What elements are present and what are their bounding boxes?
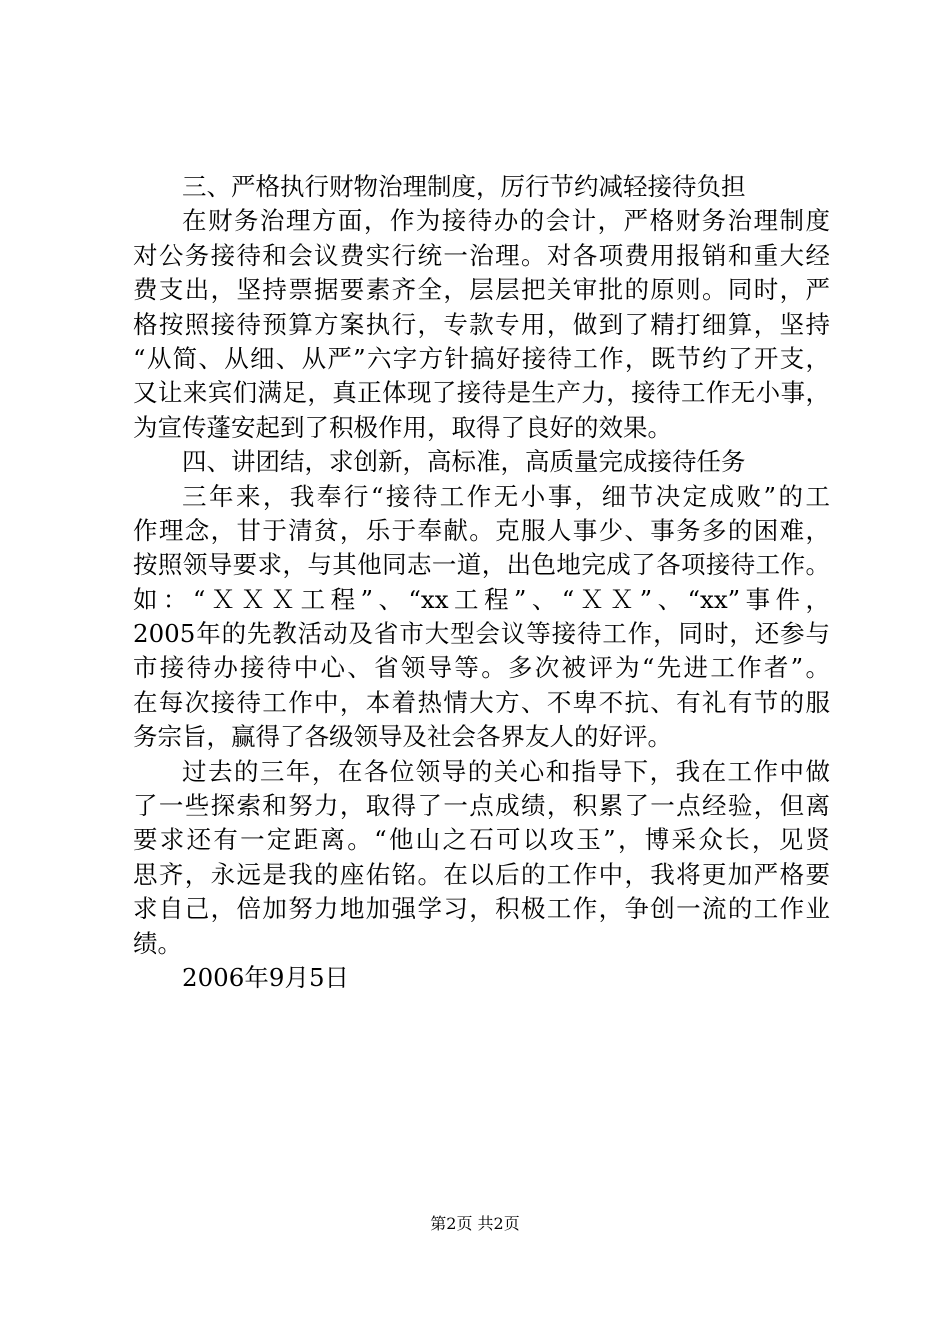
text-line: 作理念，甘于清贫，乐于奉献。克服人事少、事务多的困难，	[133, 515, 830, 545]
text-line: 了一些探索和努力，取得了一点成绩，积累了一点经验，但离	[133, 791, 830, 821]
text-line: 市接待办接待中心、省领导等。多次被评为“先进工作者”。	[133, 653, 830, 683]
text-line: 务宗旨，赢得了各级领导及社会各界友人的好评。	[133, 722, 672, 752]
text-line: 为宣传蓬安起到了积极作用，取得了良好的效果。	[133, 412, 672, 442]
text-line: 求自己，倍加努力地加强学习，积极工作，争创一流的工作业	[133, 894, 830, 924]
text-line: 2006年9月5日	[182, 962, 350, 992]
text-line: 2005年的先教活动及省市大型会议等接待工作，同时，还参与	[133, 619, 830, 649]
text-line: 要求还有一定距离。“他山之石可以攻玉”，博采众长，见贤	[133, 825, 830, 855]
text-line: 如：“ＸＸＸ工程”、“xx工程”、“ＸＸ”、“xx”事件，	[133, 584, 830, 614]
document-body	[133, 170, 830, 995]
text-line: 四、讲团结，求创新，高标准，高质量完成接待任务	[182, 447, 746, 477]
text-line: 对公务接待和会议费实行统一治理。对各项费用报销和重大经	[133, 240, 830, 270]
text-line: 思齐，永远是我的座佑铭。在以后的工作中，我将更加严格要	[133, 859, 830, 889]
text-line: 按照领导要求，与其他同志一道，出色地完成了各项接待工作。	[133, 550, 830, 580]
page-footer: 第2页 共2页	[430, 1214, 520, 1233]
text-line: 格按照接待预算方案执行，专款专用，做到了精打细算，坚持	[133, 309, 830, 339]
text-line: 又让来宾们满足，真正体现了接待是生产力，接待工作无小事，	[133, 378, 830, 408]
text-line: 费支出，坚持票据要素齐全，层层把关审批的原则。同时，严	[133, 275, 830, 305]
text-line: 在财务治理方面，作为接待办的会计，严格财务治理制度	[182, 206, 830, 236]
text-line: 三、严格执行财物治理制度，厉行节约减轻接待负担	[182, 172, 746, 201]
text-line: 过去的三年，在各位领导的关心和指导下，我在工作中做	[182, 756, 830, 786]
text-line: 三年来，我奉行“接待工作无小事，细节决定成败”的工	[182, 481, 830, 511]
text-line: “从简、从细、从严”六字方针搞好接待工作，既节约了开支，	[133, 343, 830, 373]
text-line: 在每次接待工作中，本着热情大方、不卑不抗、有礼有节的服	[133, 687, 830, 717]
text-line: 绩。	[133, 928, 182, 958]
